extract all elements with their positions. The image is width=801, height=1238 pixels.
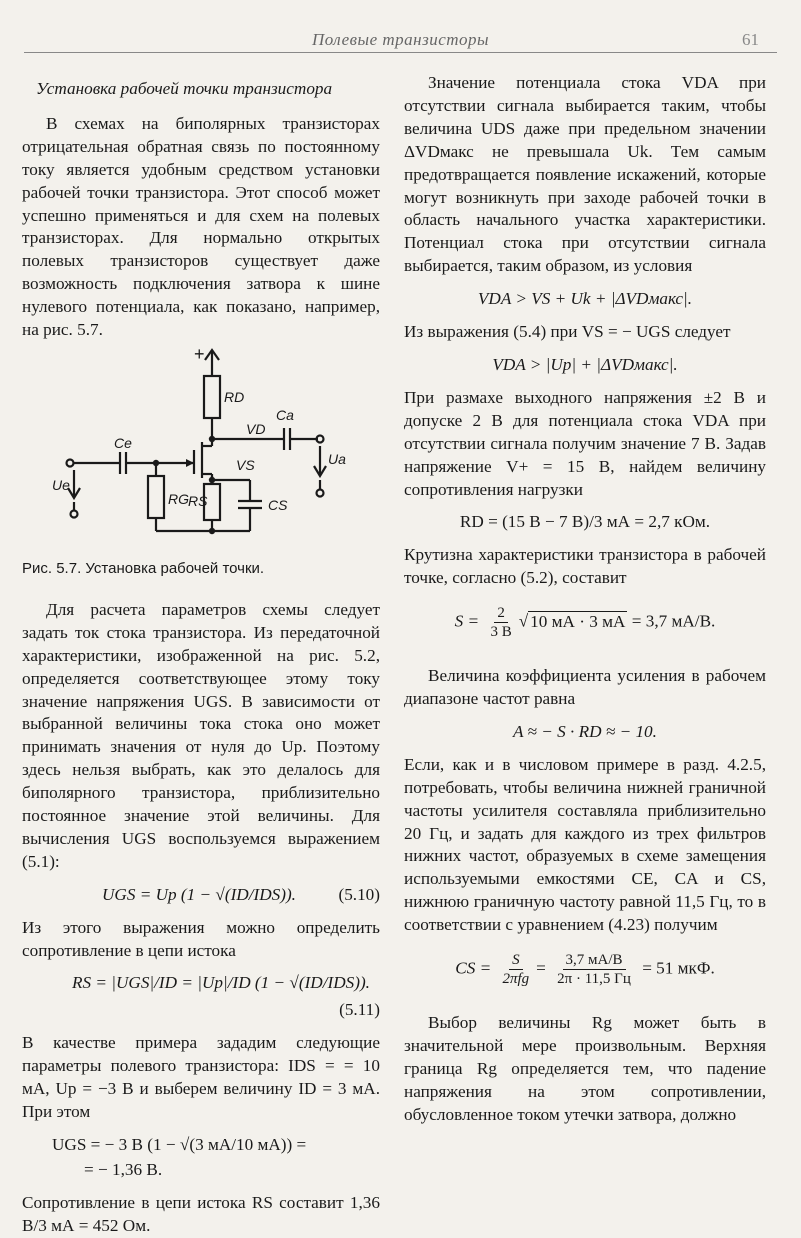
equation-body: RS = |UGS|/ID = |Up|/ID (1 − √(ID/IDS)).: [72, 973, 370, 993]
equation-rhs: = 51 мкФ.: [642, 958, 715, 978]
ce-label: Ce: [114, 434, 132, 451]
equation-5-11: [22, 972, 380, 995]
ca-label: Ca: [276, 406, 294, 423]
rd-label: RD: [224, 388, 245, 405]
fraction-denominator: 3 В: [490, 624, 512, 641]
fraction: [554, 951, 634, 988]
equation-lhs: CS =: [455, 958, 492, 978]
circuit-figure: [22, 346, 380, 556]
ue-label: Ue: [52, 476, 70, 493]
fraction-denominator: 2π · 11,5 Гц: [557, 971, 631, 988]
left-column: [22, 72, 380, 1238]
paragraph: При размахе выходного напряжения ±2 В и допуске 2 В для потенциала стока VDA при отсутствии сигнала получим значение 7 В. Задав напряжение V+ = 15 В, найдем величину сопротивления нагрузки: [404, 387, 766, 499]
cs-label: CS: [268, 496, 288, 513]
circuit-diagram: [22, 346, 380, 556]
supply-plus-label: +: [194, 345, 205, 364]
equation-rd: RD = (15 В − 7 В)/3 мА = 2,7 кОм.: [459, 512, 711, 532]
paragraph: Для расчета параметров схемы следует задать ток стока транзистора. Из передаточной характеристики, изображенной на рис. 5.2, определяется соответствующее этому току значение напряжения UGS. В зависимости от выбранной величины тока стока оно может принимать значения от нуля до Up. Поэтому здесь нельзя выбрать, как это делалось для биполярного транзистора, приблизительно постоянное значение этой величины. Для вычисления UGS воспользуемся выражением (5.1):: [22, 599, 380, 871]
section-title: Установка рабочей точки транзистора: [36, 79, 333, 98]
paragraph: Значение потенциала стока VDA при отсутствии сигнала выбирается таким, чтобы величина UDS даже при предельном значении ΔVDмакс не превышала Uk. Тем самым предотвращается появление искажений, которые могут возникнуть при заходе рабочей точки в область начального участка характеристики. Потенциал стока при отсутствии сигнала выбирается, таким образом, из условия: [404, 73, 766, 276]
page-header: [0, 28, 801, 52]
equation-gain: A ≈ − S · RD ≈ − 10.: [513, 721, 657, 741]
equation-5-10: [22, 884, 380, 907]
paragraph: В качестве примера зададим следующие параметры полевого транзистора: IDS = = 10 мА, Up = −3 В и выберем величину ID = 3 мА. При этом: [22, 1033, 380, 1121]
equation-slope: S = $\frac{2}{3 В}$ √ 10 мА · 3 мА = 3,7 мА/В.: [454, 605, 716, 641]
header-rule: [24, 52, 777, 53]
ua-label: Ua: [328, 450, 346, 467]
paragraph: В схемах на биполярных транзисторах отрицательная обратная связь по постоянному току является удобным средством установки рабочей точки транзистора. Этот способ может успешно применяться и для схем на полевых транзисторах. Для нормально открытых полевых транзисторов существует даже возможность подключения затвора к шине нулевого потенциала, как показано, например, на рис. 5.7.: [22, 113, 380, 340]
equation-number: (5.10): [338, 884, 380, 904]
fraction-denominator: 2πfg: [502, 971, 530, 988]
fraction-numerator: 2: [494, 604, 508, 623]
paragraph: Из выражения (5.4) при VS = − UGS следует: [404, 322, 731, 342]
rs-label: RS: [188, 492, 208, 509]
right-column: [404, 72, 766, 1127]
paragraph: Крутизна характеристики транзистора в рабочей точке, согласно (5.2), составит: [404, 545, 766, 588]
equation-number-5-11: (5.11): [339, 1000, 380, 1020]
fraction: [499, 951, 532, 988]
paragraph: Из этого выражения можно определить сопротивление в цепи истока: [22, 917, 380, 960]
equation-lhs: S =: [454, 611, 480, 631]
equation-rhs: = 3,7 мА/В.: [631, 611, 716, 631]
paragraph: Выбор величины Rg может быть в значительной мере произвольным. Верхняя граница Rg определяется тем, что падение напряжения на этом сопротивлении, обусловленное током утечки затвора, должно: [404, 1013, 766, 1124]
running-title: Полевые транзисторы: [311, 30, 490, 49]
vs-label: VS: [236, 456, 255, 473]
paragraph: Если, как и в числовом примере в разд. 4.2.5, потребовать, чтобы величина нижней граничной частоты усилителя составляла приблизительно 20 Гц, и задать для каждого из трех фильтров нижних частот, образуемых в схеме замещения используемыми емкостями CE, CA и CS, нижнюю граничную частоту равной 11,5 Гц, то в соответствии с уравнением (4.23) получим: [404, 754, 766, 935]
rg-label: RG: [168, 490, 189, 507]
page-number: 61: [742, 30, 759, 49]
fraction-numerator: 3,7 мА/В: [563, 951, 626, 970]
equation-cs: CS = $\frac{S}{\text{2πfg}}$ = $\frac{3,7 мА/В}{2\pi \cdot 11,5 Гц}$ = 51 мкФ.: [455, 952, 715, 988]
radicand: 10 мА · 3 мА: [530, 611, 626, 631]
equation-vda-up: VDA > |Up| + |ΔVDмакс|.: [492, 354, 678, 374]
equation-ugs-line1: UGS = − 3 В (1 − √(3 мА/10 мА)) =: [52, 1134, 307, 1154]
fraction: [487, 604, 514, 641]
equation-body: UGS = Up (1 − √(ID/IDS)).: [102, 884, 296, 904]
fraction-numerator: S: [509, 951, 523, 970]
paragraph: Сопротивление в цепи истока RS составит 1,36 В/3 мА = 452 Ом.: [22, 1192, 380, 1235]
figure-caption: Рис. 5.7. Установка рабочей точки.: [22, 559, 265, 577]
vd-label: VD: [246, 420, 266, 437]
equation-ugs-line2: = − 1,36 В.: [84, 1159, 163, 1179]
equation-vda-condition: VDA > VS + Uk + |ΔVDмакс|.: [477, 289, 693, 309]
paragraph: Величина коэффициента усиления в рабочем диапазоне частот равна: [404, 666, 766, 709]
